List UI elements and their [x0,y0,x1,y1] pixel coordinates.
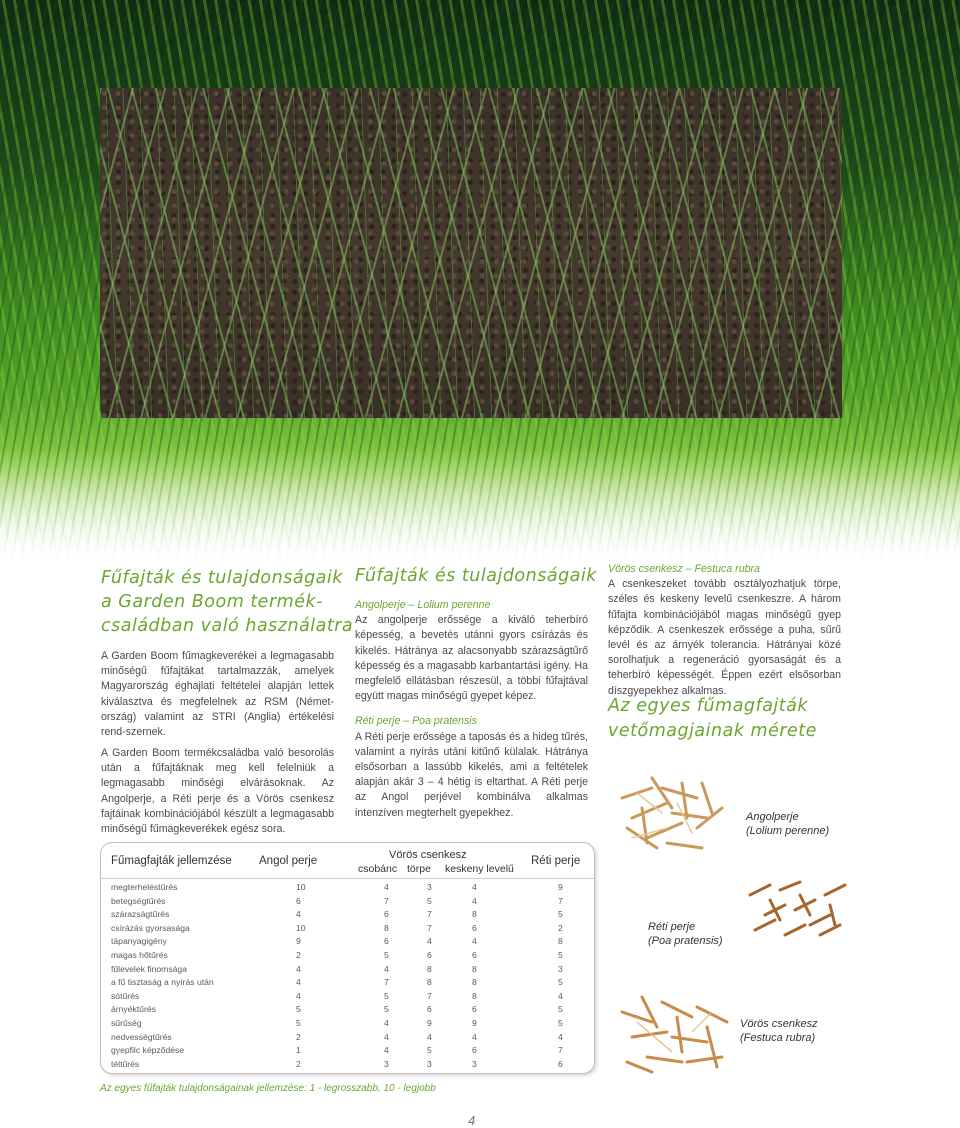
col3-body [608,562,841,709]
row-value: 4 [384,1045,389,1056]
voros-csenkesz-text: A csenkeszeket tovább osztályozhatjuk törpe, széles és keskeny levelű csenkeszre. A három fűfajta kombinációjából magas minőségű gyep képződik. A csenkeszek erőssége a puha, sűrű levél és az árnyék tolerancia. Hátrányai közé sorolhatjuk a regeneráció gyorsaságát és a teherbíró képességét. Éppen ezért elsősorban díszgyepekhez alkalmas. [608,578,841,697]
row-label: csírázás gyorsasága [111,922,190,933]
table-row [111,896,581,910]
row-value: 4 [296,977,301,988]
row-value: 8 [427,977,432,988]
row-label: gyepfilc képződése [111,1045,185,1056]
row-value: 6 [296,895,301,906]
angolperje-heading: Angolperje – Lolium perenne [355,599,491,611]
row-value: 4 [558,990,563,1001]
row-value: 9 [427,1018,432,1028]
row-value: 2 [558,922,563,933]
row-value: 6 [472,1004,477,1015]
col1-title: Fűfajták és tulajdonságaik a Garden Boom termék- családban való használatra [101,568,354,636]
row-value: 4 [472,882,477,892]
row-value: 8 [384,922,389,933]
row-value: 6 [472,950,477,960]
row-value: 5 [558,950,563,960]
table-row [111,909,581,923]
row-value: 5 [427,1045,432,1056]
row-label: téltűrés [111,1058,140,1069]
col1-paragraph-1: A Garden Boom fűmagkeverékei a legmagasabb minőségű fűfajtákat tartalmazzák, amelyek Magyarország éghajlati feltételei alapján lettek kiválasztva és megfelelnek az RSM (Német-ország) valamint az STRI (Anglia) értékelési rend-szernek. [101,650,334,739]
row-label: magas hőtűrés [111,950,168,960]
header-angol-perje: Angol perje [259,855,318,867]
row-value: 3 [558,963,563,974]
reti-perje-seed-label: Réti perje (Poa pratensis) [648,921,723,947]
row-label: sűrűség [111,1018,142,1028]
row-value: 5 [384,1004,389,1015]
row-value: 5 [384,950,389,960]
seed-size-title: Az egyes fűmagfajták vetőmagjainak mérete [608,696,817,741]
row-value: 1 [296,1045,301,1056]
table-caption: Az egyes fűfajták tulajdonságainak jellemzése: 1 - legrosszabb, 10 - legjobb [100,1083,436,1094]
row-value: 8 [558,936,563,947]
page-number: 4 [468,1113,476,1128]
row-value: 5 [558,1004,563,1015]
row-value: 7 [384,977,389,988]
table-row [111,936,581,950]
row-value: 4 [384,1031,389,1042]
row-value: 8 [472,977,477,988]
seedling-photo [100,88,842,418]
header-reti-perje: Réti perje [531,855,581,867]
row-label: szárazságtűrés [111,909,170,920]
row-value: 5 [558,909,563,920]
row-value: 8 [472,963,477,974]
header-csobanc: csobánc [358,863,398,875]
row-label: sótűrés [111,990,140,1001]
row-value: 4 [384,963,389,974]
voros-csenkesz-seed-label: Vörös csenkesz (Festuca rubra) [740,1018,818,1044]
row-label: fűlevelek finomsága [111,963,187,974]
table-row [111,882,581,896]
table-row [111,1004,581,1018]
row-value: 4 [296,909,301,920]
row-value: 9 [472,1018,477,1028]
table-row [111,1059,581,1073]
row-value: 3 [427,882,432,892]
row-value: 8 [472,990,477,1001]
row-value: 7 [558,1045,563,1056]
row-value: 3 [472,1058,477,1069]
row-value: 5 [296,1018,301,1028]
reti-perje-text: A Réti perje erőssége a taposás és a hideg tűrés, valamint a nyírás utáni kitűnő külalak. Hátránya elsősorban a lassúbb kikelés, ami a feltételek alapján akár 3 – 4 hétig is eltarthat. A Réti perje az Angol perjével kombinálva alkalmas intenzíven megterhelt gyepekhez. [355,730,588,819]
col2-title: Fűfajták és tulajdonságaik [355,566,597,586]
row-value: 6 [384,936,389,947]
row-value: 5 [296,1004,301,1015]
angolperje-seeds-image [612,768,732,858]
row-value: 4 [472,895,477,906]
row-value: 7 [427,990,432,1001]
grass-characteristics-table [100,842,595,1074]
table-row [111,950,581,964]
table-row [111,1018,581,1032]
header-keskeny-levelu: keskeny levelű [445,863,514,875]
row-value: 7 [427,922,432,933]
row-value: 3 [384,1058,389,1069]
table-row [111,1032,581,1046]
header-torpe: törpe [407,863,431,875]
row-label: nedvességtűrés [111,1031,172,1042]
row-value: 7 [384,895,389,906]
header-divider [101,878,594,879]
row-value: 10 [296,882,306,892]
header-feature: Fűmagfajták jellemzése [111,855,232,867]
table-row [111,991,581,1005]
row-value: 7 [558,895,563,906]
row-value: 10 [296,922,306,933]
row-value: 2 [296,1031,301,1042]
hero-grass-background [0,0,960,560]
angolperje-seed-label: Angolperje (Lolium perenne) [746,811,830,837]
row-label: árnyéktűrés [111,1004,156,1015]
table-row [111,923,581,937]
row-value: 4 [384,1018,389,1028]
row-value: 4 [472,1031,477,1042]
row-value: 6 [384,909,389,920]
row-value: 4 [472,936,477,947]
row-value: 4 [384,882,389,892]
header-voros-csenkesz: Vörös csenkesz [389,849,467,861]
voros-csenkesz-heading: Vörös csenkesz – Festuca rubra [608,563,760,575]
row-label: a fű tisztaság a nyírás után [111,977,214,988]
angolperje-text: Az angolperje erőssége a kiváló teherbíró képesség, a bevetés utánni gyors csírázás és kikelés. Hátránya az alacsonyabb szárazságtűrő képesség és a magasabb karbantartási igény. Ha megfelelő ellátásban részesül, a többi fűfajtával együtt magas minőségű gyepet képez. [355,614,588,703]
row-value: 2 [296,950,301,960]
row-value: 2 [296,1058,301,1069]
row-value: 7 [427,909,432,920]
row-value: 6 [558,1058,563,1069]
table-row [111,964,581,978]
row-label: megterheléstűrés [111,882,178,892]
table-row [111,1045,581,1059]
row-value: 4 [296,990,301,1001]
row-value: 4 [296,963,301,974]
row-value: 5 [384,990,389,1001]
row-value: 8 [472,909,477,920]
col2-body [355,598,588,831]
row-value: 5 [427,895,432,906]
row-value: 4 [427,936,432,947]
reti-perje-heading: Réti perje – Poa pratensis [355,715,477,728]
table-row [111,977,581,991]
row-value: 6 [472,922,477,933]
row-value: 4 [558,1031,563,1042]
row-value: 5 [558,977,563,988]
row-label: tápanyagigény [111,936,167,947]
row-value: 9 [558,882,563,892]
row-value: 6 [427,1004,432,1015]
row-value: 6 [472,1045,477,1056]
row-value: 4 [427,1031,432,1042]
voros-csenkesz-seeds-image [612,982,737,1082]
row-value: 6 [427,950,432,960]
row-label: betegségtűrés [111,895,166,906]
col1-paragraph-2: A Garden Boom termékcsaládba való besorolás után a fűfajtáknak meg kell felelniük a legmagasabb minőségi elvárásoknak. Az Angolperje, a Réti perje és a Vörös csenkesz fajtáinak kombinációjából készült a legmagasabb minőségű fűmagkeverékek egész sora. [101,747,334,836]
row-value: 5 [558,1018,563,1028]
reti-perje-seeds-image [740,870,855,950]
row-value: 9 [296,936,301,947]
row-value: 3 [427,1058,432,1069]
row-value: 8 [427,963,432,974]
